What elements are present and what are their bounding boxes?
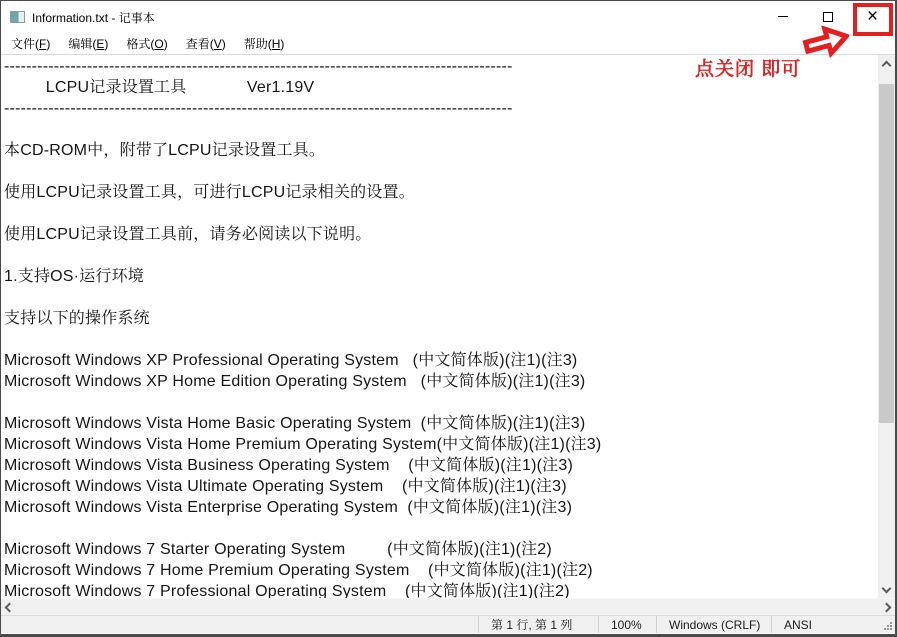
close-button[interactable] [850,1,895,32]
status-line-ending: Windows (CRLF) [656,616,771,633]
text-line: Microsoft Windows Vista Home Basic Operating System (中文简体版)(注1)(注3) [4,415,586,432]
text-line [4,518,878,539]
vertical-scroll-track[interactable] [878,71,895,582]
menu-item-accelerator: E [96,37,105,51]
text-line: Microsoft Windows Vista Home Premium Operating System(中文简体版)(注1)(注3) [4,436,602,453]
maximize-icon [823,12,833,22]
window-title: Information.txt - 记事本 [32,10,155,25]
text-line: 使用LCPU记录设置工具，可进行LCPU记录相关的设置。 [4,184,415,201]
text-line: Microsoft Windows XP Home Edition Operating System (中文简体版)(注1)(注3) [4,373,586,390]
window-controls [760,1,895,32]
text-line: 使用LCPU记录设置工具前，请务必阅读以下说明。 [4,226,372,243]
title-bar[interactable] [1,1,895,33]
menu-item-label: 编辑( [68,37,97,51]
minimize-button[interactable] [760,1,805,32]
maximize-button[interactable] [805,1,850,32]
text-line: 1.支持OS·运行环境 [4,268,144,285]
notepad-icon [10,11,25,23]
status-cursor-position: 第 1 行, 第 1 列 [478,616,598,633]
text-line [4,203,878,224]
menu-item-label-close: ) [280,37,285,51]
text-line: Microsoft Windows Vista Business Operating System (中文简体版)(注1)(注3) [4,457,573,474]
chevron-right-icon[interactable] [882,602,892,612]
minimize-icon [778,16,788,17]
menu-item[interactable] [235,32,294,55]
menu-item-label: 格式( [126,37,155,51]
close-icon: × [866,6,879,27]
status-zoom-level: 100% [598,616,656,633]
text-line: Microsoft Windows Vista Enterprise Operating System (中文简体版)(注1)(注3) [4,499,573,516]
scroll-down-button[interactable] [878,582,895,598]
menu-item[interactable] [2,32,59,55]
text-line: Microsoft Windows 7 Starter Operating System (中文简体版)(注1)(注2) [4,541,552,558]
menu-bar [1,33,895,55]
vertical-scroll-thumb[interactable] [879,84,894,423]
content-area [1,55,895,598]
menu-item[interactable] [177,32,235,55]
menu-item-label-close: ) [46,37,51,51]
text-line: 支持以下的操作系统 [4,310,150,327]
text-line [4,161,878,182]
scroll-up-button[interactable] [878,55,895,71]
menu-item-label-close: ) [221,37,226,51]
chevron-up-icon [882,60,892,70]
text-line [4,287,878,308]
menu-item[interactable] [117,32,176,55]
menu-item-accelerator: O [154,37,164,51]
text-line [4,119,878,140]
text-line: Microsoft Windows 7 Professional Operating System (中文简体版)(注1)(注2) [4,583,570,598]
text-line: Microsoft Windows XP Professional Operating System (中文简体版)(注1)(注3) [4,352,578,369]
text-editor[interactable] [1,55,878,598]
menu-item-accelerator: V [213,37,222,51]
menu-item-label: 查看( [185,37,214,51]
menu-item-accelerator: H [271,37,281,51]
status-encoding: ANSI [771,616,871,633]
horizontal-scrollbar[interactable] [1,598,895,615]
resize-grip-icon[interactable] [883,621,893,631]
chevron-left-icon[interactable] [5,602,15,612]
text-line: LCPU记录设置工具 Ver1.19V [4,79,315,96]
text-line: Microsoft Windows Vista Ultimate Operating System (中文简体版)(注1)(注3) [4,478,567,495]
text-line: 本CD-ROM中，附带了LCPU记录设置工具。 [4,142,326,159]
menu-item-label: 文件( [11,37,39,51]
menu-item-label: 帮助( [243,37,272,51]
text-line: Microsoft Windows 7 Home Premium Operating System (中文简体版)(注1)(注2) [4,562,593,579]
text-line: -------------------------------------------------------------------------------------------- [4,100,513,117]
status-bar [1,615,895,633]
text-line: -------------------------------------------------------------------------------------------- [4,58,513,75]
menu-item[interactable] [59,32,117,55]
text-line [4,245,878,266]
menu-item-label-close: ) [163,37,168,51]
vertical-scrollbar[interactable] [878,55,895,598]
annotation-text: 点关闭 即可 [695,59,802,80]
text-line [4,329,878,350]
menu-item-accelerator: F [39,37,47,51]
menu-item-label-close: ) [104,37,109,51]
text-line [4,392,878,413]
chevron-down-icon [882,583,892,593]
